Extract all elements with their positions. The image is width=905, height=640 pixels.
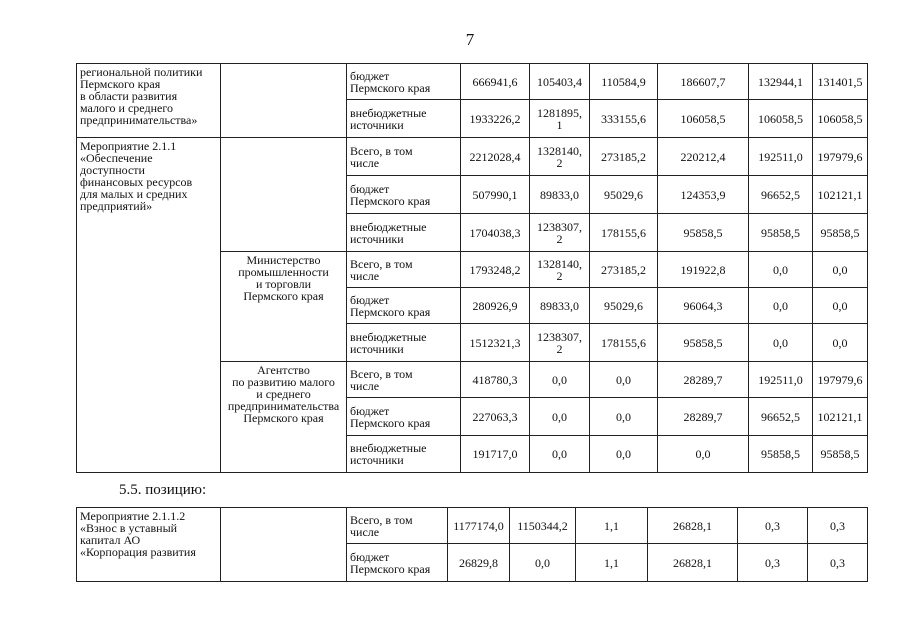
- value-cell: 0,0: [590, 362, 658, 398]
- value-cell: 1328140, 2: [530, 252, 590, 288]
- funding-source-cell: Всего, в том числе: [347, 508, 448, 544]
- value-cell: 273185,2: [590, 252, 658, 288]
- program-description-cell: региональной политики Пермского края в области развития малого и среднего предпринимательства»: [77, 64, 221, 138]
- value-cell: 191717,0: [461, 436, 530, 473]
- value-cell: 95858,5: [658, 324, 749, 362]
- value-cell: 1512321,3: [461, 324, 530, 362]
- value-cell: 186607,7: [658, 64, 749, 100]
- funding-source-cell: внебюджетные источники: [347, 100, 461, 138]
- value-cell: 1177174,0: [448, 508, 510, 544]
- value-cell: 26828,1: [648, 508, 738, 544]
- executor-agency-cell: Агентство по развитию малого и среднего предпринимательства Пермского края: [221, 362, 347, 473]
- executor-cell: [221, 138, 347, 252]
- executor-cell: [221, 64, 347, 138]
- value-cell: 0,0: [813, 324, 868, 362]
- value-cell: 0,0: [590, 436, 658, 473]
- funding-source-cell: бюджет Пермского края: [347, 176, 461, 214]
- value-cell: 666941,6: [461, 64, 530, 100]
- value-cell: 178155,6: [590, 324, 658, 362]
- funding-source-cell: бюджет Пермского края: [347, 64, 461, 100]
- value-cell: 280926,9: [461, 288, 530, 324]
- value-cell: 0,0: [530, 436, 590, 473]
- funding-source-cell: бюджет Пермского края: [347, 398, 461, 436]
- value-cell: 26829,8: [448, 544, 510, 582]
- value-cell: 0,3: [808, 508, 868, 544]
- value-cell: 1,1: [576, 508, 648, 544]
- measure-description-cell: Мероприятие 2.1.1.2 «Взнос в уставный капитал АО «Корпорация развития: [77, 508, 221, 582]
- value-cell: 1238307, 2: [530, 324, 590, 362]
- funding-source-cell: Всего, в том числе: [347, 362, 461, 398]
- value-cell: 0,0: [749, 252, 813, 288]
- value-cell: 273185,2: [590, 138, 658, 176]
- budget-table-position: [76, 507, 868, 582]
- value-cell: 0,0: [530, 398, 590, 436]
- value-cell: 1328140, 2: [530, 138, 590, 176]
- measure-description-cell: Мероприятие 2.1.1 «Обеспечение доступности финансовых ресурсов для малых и средних предприятий»: [77, 138, 221, 473]
- value-cell: 1793248,2: [461, 252, 530, 288]
- value-cell: 2212028,4: [461, 138, 530, 176]
- executor-ministry-cell: Министерство промышленности и торговли Пермского края: [221, 252, 347, 362]
- value-cell: 418780,3: [461, 362, 530, 398]
- value-cell: 124353,9: [658, 176, 749, 214]
- value-cell: 191922,8: [658, 252, 749, 288]
- value-cell: 0,0: [813, 288, 868, 324]
- value-cell: 106058,5: [749, 100, 813, 138]
- value-cell: 0,0: [510, 544, 576, 582]
- value-cell: 0,3: [738, 508, 808, 544]
- value-cell: 102121,1: [813, 398, 868, 436]
- value-cell: 132944,1: [749, 64, 813, 100]
- value-cell: 227063,3: [461, 398, 530, 436]
- value-cell: 96652,5: [749, 176, 813, 214]
- value-cell: 95858,5: [658, 214, 749, 252]
- value-cell: 95029,6: [590, 288, 658, 324]
- executor-cell: [221, 508, 347, 582]
- value-cell: 89833,0: [530, 288, 590, 324]
- value-cell: 1,1: [576, 544, 648, 582]
- value-cell: 110584,9: [590, 64, 658, 100]
- value-cell: 0,0: [813, 252, 868, 288]
- value-cell: 220212,4: [658, 138, 749, 176]
- value-cell: 192511,0: [749, 138, 813, 176]
- value-cell: 95858,5: [813, 214, 868, 252]
- funding-source-cell: внебюджетные источники: [347, 324, 461, 362]
- value-cell: 1238307, 2: [530, 214, 590, 252]
- value-cell: 1704038,3: [461, 214, 530, 252]
- value-cell: 0,0: [658, 436, 749, 473]
- table-row: [77, 508, 868, 544]
- value-cell: 106058,5: [813, 100, 868, 138]
- value-cell: 178155,6: [590, 214, 658, 252]
- funding-source-cell: внебюджетные источники: [347, 214, 461, 252]
- value-cell: 0,0: [530, 362, 590, 398]
- funding-source-cell: внебюджетные источники: [347, 436, 461, 473]
- value-cell: 106058,5: [658, 100, 749, 138]
- budget-table: [76, 63, 868, 473]
- value-cell: 89833,0: [530, 176, 590, 214]
- value-cell: 1933226,2: [461, 100, 530, 138]
- page-number: 7: [465, 30, 475, 49]
- funding-source-cell: бюджет Пермского края: [347, 288, 461, 324]
- table-row: [77, 138, 868, 176]
- value-cell: 105403,4: [530, 64, 590, 100]
- value-cell: 102121,1: [813, 176, 868, 214]
- section-heading: 5.5. позицию:: [119, 482, 207, 498]
- value-cell: 95858,5: [813, 436, 868, 473]
- value-cell: 1281895, 1: [530, 100, 590, 138]
- value-cell: 197979,6: [813, 138, 868, 176]
- value-cell: 131401,5: [813, 64, 868, 100]
- value-cell: 1150344,2: [510, 508, 576, 544]
- value-cell: 96064,3: [658, 288, 749, 324]
- value-cell: 0,0: [749, 288, 813, 324]
- value-cell: 333155,6: [590, 100, 658, 138]
- value-cell: 0,3: [738, 544, 808, 582]
- funding-source-cell: Всего, в том числе: [347, 252, 461, 288]
- value-cell: 95858,5: [749, 436, 813, 473]
- value-cell: 0,0: [590, 398, 658, 436]
- value-cell: 0,0: [749, 324, 813, 362]
- value-cell: 192511,0: [749, 362, 813, 398]
- table-row: [77, 64, 868, 100]
- value-cell: 28289,7: [658, 362, 749, 398]
- value-cell: 26828,1: [648, 544, 738, 582]
- value-cell: 28289,7: [658, 398, 749, 436]
- value-cell: 507990,1: [461, 176, 530, 214]
- value-cell: 95029,6: [590, 176, 658, 214]
- value-cell: 95858,5: [749, 214, 813, 252]
- value-cell: 197979,6: [813, 362, 868, 398]
- funding-source-cell: Всего, в том числе: [347, 138, 461, 176]
- value-cell: 96652,5: [749, 398, 813, 436]
- funding-source-cell: бюджет Пермского края: [347, 544, 448, 582]
- value-cell: 0,3: [808, 544, 868, 582]
